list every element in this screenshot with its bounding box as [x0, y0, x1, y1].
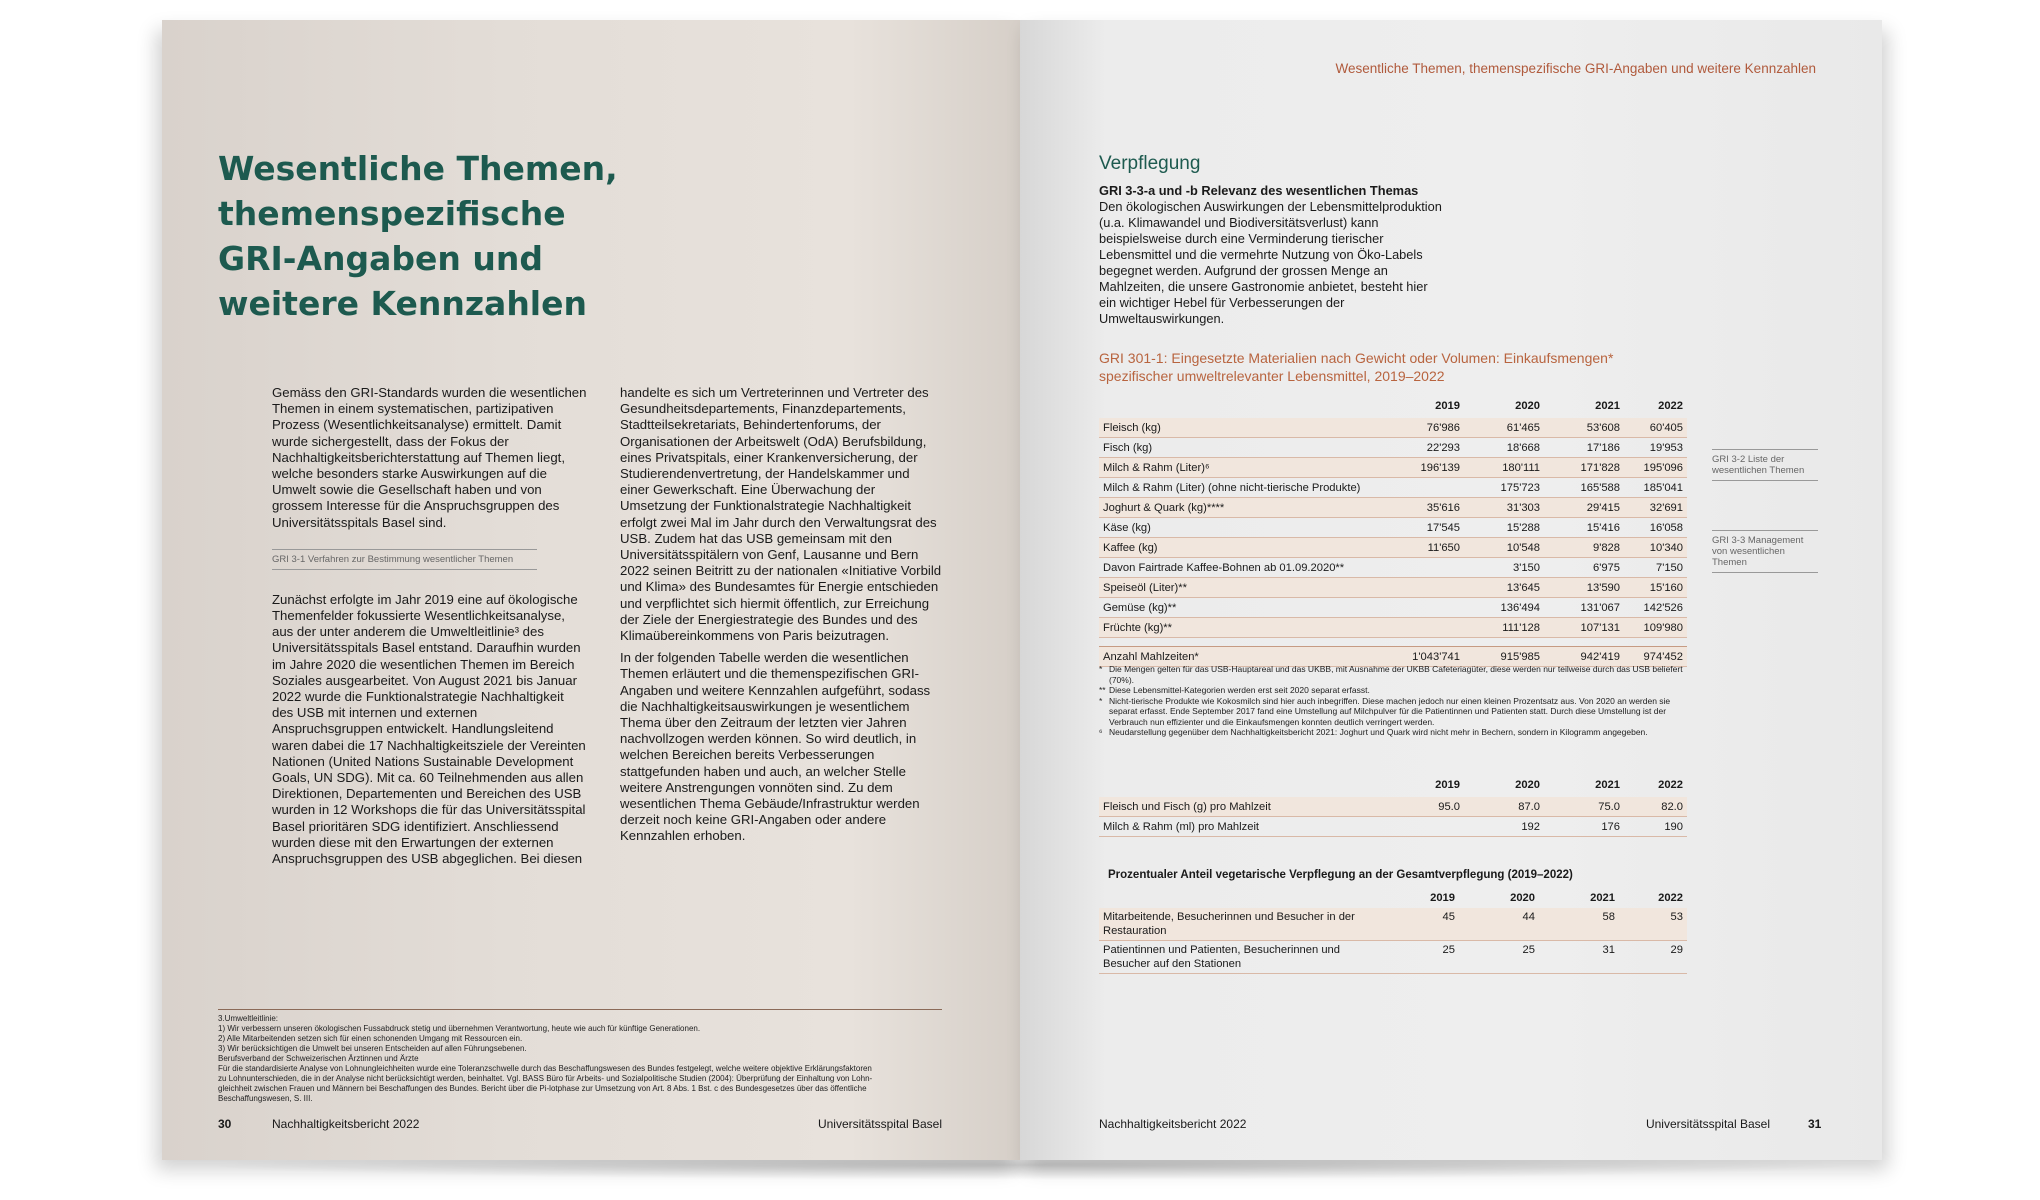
table-footnote: ⁶ Neudarstellung gegenüber dem Nachhaltigkeitsbericht 2021: Joghurt und Quark wird nicht mehr in Bechern, sondern in Kilogramm angegeben. — [1099, 727, 1648, 737]
row-label: Kaffee (kg) — [1099, 538, 1389, 558]
row-label: Davon Fairtrade Kaffee-Bohnen ab 01.09.2020** — [1099, 558, 1389, 578]
page-title: Wesentliche Themen, themenspezifische GRI-Angaben und weitere Kennzahlen — [218, 149, 618, 323]
cell-value: 29'415 — [1544, 498, 1624, 518]
year-header: 2022 — [1658, 892, 1683, 904]
year-header: 2019 — [1435, 779, 1460, 791]
row-label: Käse (kg) — [1099, 518, 1389, 538]
cell-value: 75.0 — [1544, 797, 1624, 817]
report-name: Nachhaltigkeitsbericht 2022 — [1099, 1117, 1247, 1131]
cell-value: 35'616 — [1389, 498, 1464, 518]
footnote-line: 3) Wir berücksichtigen die Umwelt bei unseren Entscheiden auf allen Führungsebenen. — [218, 1044, 527, 1053]
cell-value — [1389, 618, 1464, 638]
year-header: 2021 — [1595, 779, 1620, 791]
per-meal-table — [1099, 777, 1687, 837]
running-head: Wesentliche Themen, themenspezifische GRI-Angaben und weitere Kennzahlen — [1335, 61, 1816, 76]
footnote-line: gleichheit zwischen Frauen und Männern bei Beschaffungen des Bundes. Bericht über die Pi-lotphase zur Umsetzung von Art. 8 Abs. 1 Bst. c des Bundesgesetzes über das öffentliche — [218, 1084, 867, 1093]
table-row — [1099, 598, 1687, 618]
cell-value: 131'067 — [1544, 598, 1624, 618]
cell-value: 180'111 — [1464, 458, 1544, 478]
cell-value: 82.0 — [1624, 797, 1687, 817]
header-blank — [1099, 777, 1389, 797]
cell-value: 17'545 — [1389, 518, 1464, 538]
gri-side-note: GRI 3-2 Liste der wesentlichen Themen — [1712, 449, 1818, 481]
table-row — [1099, 538, 1687, 558]
footnote-rule — [218, 1009, 942, 1010]
intro-text: Den ökologischen Auswirkungen der Lebensmittelproduktion (u.a. Klimawandel und Biodiversitätsverlust) kann beispielsweise durch eine Verminderung tierischer Lebensmittel und die vermehrte Nutzung von Öko-Labels begegnet werden. Aufgrund der grossen Menge an Mahlzeiten, die unsere Gastronomie anbietet, besteht hier ein wichtiger Hebel für Verbesserungen der Umweltauswirkungen. — [1099, 199, 1442, 326]
table-row — [1099, 518, 1687, 538]
cell-value: 44 — [1459, 908, 1539, 941]
row-label: Früchte (kg)** — [1099, 618, 1389, 638]
intro-heading: GRI 3-3-a und -b Relevanz des wesentlichen Themas — [1099, 183, 1419, 198]
table-separator — [1099, 638, 1687, 647]
cell-value: 165'588 — [1544, 478, 1624, 498]
footnotes — [218, 1014, 942, 1104]
row-label: Mitarbeitende, Besucherinnen und Besucher in der Restauration — [1099, 908, 1384, 941]
table-footnote: ** Diese Lebensmittel-Kategorien werden erst seit 2020 separat erfasst. — [1099, 685, 1370, 695]
footnote-line: Für die standardisierte Analyse von Lohnungleichheiten wurde eine Toleranzschwelle durch das Beschaffungswesen des Bundes festgelegt, welche weitere objektive Erklärungsfaktoren — [218, 1064, 872, 1073]
cell-value: 61'465 — [1464, 418, 1544, 438]
cell-value: 53 — [1619, 908, 1687, 941]
paragraph: handelte es sich um Vertreterinnen und Vertreter des Gesundheitsdepartements, Finanzdepartements, Stadtteilsekretariats, Behindertenforums, der Organisationen der Arbeitswelt (OdA) Berufsbildung, eines Privatspitals, einer Krankenversicherung, der Studierendenvertretung, der Handelskammer und einer Gewerkschaft. Eine Überwachung der Umsetzung der Funktionalstrategie Nachhaltigkeit erfolgt zwei Mal im Jahr durch den Verwaltungsrat des USB. Zudem hat das USB gemeinsam mit den Universitätsspitälern von Genf, Lausanne und Bern 2022 seinen Beitritt zu der nationalen «Initiative Vorbild und Klima» des Bundesamtes für Energie entschieden und verpflichtet sich hiermit öffentlich, zur Erreichung der Ziele der Energiestrategie des Bundes und des Klimaübereinkommens von Paris beizutragen. — [620, 385, 942, 644]
cell-value: 111'128 — [1464, 618, 1544, 638]
year-header: 2020 — [1510, 892, 1535, 904]
report-name: Nachhaltigkeitsbericht 2022 — [272, 1117, 420, 1131]
cell-value: 53'608 — [1544, 418, 1624, 438]
cell-value: 15'416 — [1544, 518, 1624, 538]
gri-side-note: GRI 3-3 Management von wesentlichen Themen — [1712, 530, 1818, 573]
cell-value: 15'160 — [1624, 578, 1687, 598]
footnote-line: 2) Alle Mitarbeitenden setzen sich für einen schonenden Umgang mit Ressourcen ein. — [218, 1034, 523, 1043]
cell-value: 109'980 — [1624, 618, 1687, 638]
right-page — [1020, 20, 1882, 1160]
paragraph: Gemäss den GRI-Standards wurden die wesentlichen Themen in einem systematischen, partizipativen Prozess (Wesentlichkeitsanalyse) ermittelt. Damit wurde sichergestellt, dass der Fokus der Nachhaltigkeitsberichterstattung auf Themen liegt, welche besonders starke Auswirkungen auf die Umwelt sowie die Gesellschaft haben und von grossem Interesse für die Anspruchsgruppen des Universitätsspitals Basel sind. — [272, 385, 587, 530]
cell-value: 9'828 — [1544, 538, 1624, 558]
header-blank — [1099, 398, 1389, 418]
row-label: Milch & Rahm (Liter) (ohne nicht-tierische Produkte) — [1099, 478, 1389, 498]
table-row — [1099, 578, 1687, 598]
row-label: Milch & Rahm (ml) pro Mahlzeit — [1099, 817, 1389, 837]
footnote-line: Berufsverband der Schweizerischen Ärztinnen und Ärzte — [218, 1054, 419, 1063]
row-label: Gemüse (kg)** — [1099, 598, 1389, 618]
header-blank — [1099, 892, 1384, 908]
cell-value: 1'043'741 — [1389, 647, 1464, 667]
row-label: Anzahl Mahlzeiten* — [1099, 647, 1389, 667]
veg-table-title: Prozentualer Anteil vegetarische Verpflegung an der Gesamtverpflegung (2019–2022) — [1108, 869, 1573, 881]
cell-value: 915'985 — [1464, 647, 1544, 667]
table-row — [1099, 618, 1687, 638]
cell-value: 196'139 — [1389, 458, 1464, 478]
year-header: 2020 — [1515, 400, 1540, 412]
year-header: 2019 — [1435, 400, 1460, 412]
row-label: Fleisch (kg) — [1099, 418, 1389, 438]
cell-value: 6'975 — [1544, 558, 1624, 578]
table-footnotes — [1099, 664, 1684, 738]
cell-value: 15'288 — [1464, 518, 1544, 538]
cell-value: 45 — [1384, 908, 1459, 941]
year-header: 2020 — [1515, 779, 1540, 791]
row-label: Fleisch und Fisch (g) pro Mahlzeit — [1099, 797, 1389, 817]
table-row — [1099, 558, 1687, 578]
paragraph: In der folgenden Tabelle werden die wesentlichen Themen erläutert und die themenspezifischen GRI-Angaben und weitere Kennzahlen aufgeführt, sodass die Nachhaltigkeitsauswirkungen je wesentlichem Thema über den Zeitraum der letzten vier Jahren nachvollzogen werden können. So wird deutlich, in welchen Bereichen bereits Verbesserungen stattgefunden haben und auch, an welcher Stelle weitere Anstrengungen vonnöten sind. Zu dem wesentlichen Thema Gebäude/Infrastruktur werden derzeit noch keine GRI-Angaben oder andere Kennzahlen erhoben. — [620, 650, 931, 844]
cell-value: 18'668 — [1464, 438, 1544, 458]
cell-value: 76'986 — [1389, 418, 1464, 438]
table-row — [1099, 478, 1687, 498]
materials-table — [1099, 398, 1687, 667]
cell-value: 29 — [1619, 941, 1687, 974]
section-title: Verpflegung — [1099, 153, 1201, 174]
cell-value: 13'590 — [1544, 578, 1624, 598]
gri-note: GRI 3-1 Verfahren zur Bestimmung wesentlicher Themen — [272, 549, 537, 570]
table-row — [1099, 438, 1687, 458]
cell-value: 171'828 — [1544, 458, 1624, 478]
cell-value: 31 — [1539, 941, 1619, 974]
cell-value — [1389, 598, 1464, 618]
left-page — [162, 20, 1020, 1160]
cell-value: 7'150 — [1624, 558, 1687, 578]
year-header: 2019 — [1430, 892, 1455, 904]
cell-value: 3'150 — [1464, 558, 1544, 578]
cell-value: 31'303 — [1464, 498, 1544, 518]
cell-value: 942'419 — [1544, 647, 1624, 667]
cell-value: 17'186 — [1544, 438, 1624, 458]
cell-value: 192 — [1464, 817, 1544, 837]
page-number: 30 — [218, 1117, 232, 1131]
cell-value: 10'340 — [1624, 538, 1687, 558]
row-label: Patientinnen und Patienten, Besucherinnen und Besucher auf den Stationen — [1099, 941, 1384, 974]
cell-value: 13'645 — [1464, 578, 1544, 598]
footnote-line: 3.Umweltleitlinie: — [218, 1014, 279, 1023]
cell-value: 185'041 — [1624, 478, 1687, 498]
cell-value: 974'452 — [1624, 647, 1687, 667]
cell-value: 136'494 — [1464, 598, 1544, 618]
left-column-1 — [272, 385, 588, 873]
table-row — [1099, 797, 1687, 817]
table-title: GRI 301-1: Eingesetzte Materialien nach Gewicht oder Volumen: Einkaufsmengen* spezifischer umweltrelevanter Lebensmittel, 2019–2022 — [1099, 350, 1614, 384]
cell-value: 19'953 — [1624, 438, 1687, 458]
footnote-line: Beschaffungswesen, S. III. — [218, 1094, 313, 1103]
cell-value: 175'723 — [1464, 478, 1544, 498]
table-footnote: * Die Mengen gelten für das USB-Hauptareal und das UKBB, mit Ausnahme der UKBB Cafeteriagüter, diese werden nur teilweise durch das USB beliefert (70%). — [1099, 664, 1683, 685]
year-header: 2022 — [1658, 400, 1683, 412]
table-footnote: * Nicht-tierische Produkte wie Kokosmilch sind hier auch inbegriffen. Diese machen jedoch nur einen kleinen Prozentsatz aus. Von 2020 an werden sie separat erfasst. Ende September 2017 fand eine Umstellung auf Milchpulver für die Patientinnen und Patienten statt. Durch diese Umstellung ist der Verbrauch nun effizienter und die Einkaufsmengen konnten deutlich verringert werden. — [1099, 695, 1671, 727]
cell-value: 142'526 — [1624, 598, 1687, 618]
cell-value: 60'405 — [1624, 418, 1687, 438]
cell-value: 190 — [1624, 817, 1687, 837]
cell-value: 25 — [1384, 941, 1459, 974]
cell-value — [1389, 817, 1464, 837]
table-row — [1099, 498, 1687, 518]
cell-value: 95.0 — [1389, 797, 1464, 817]
cell-value: 195'096 — [1624, 458, 1687, 478]
cell-value: 22'293 — [1389, 438, 1464, 458]
year-header: 2022 — [1658, 779, 1683, 791]
cell-value: 58 — [1539, 908, 1619, 941]
institution-name: Universitätsspital Basel — [1645, 1117, 1770, 1131]
intro-block — [1099, 183, 1447, 327]
cell-value: 176 — [1544, 817, 1624, 837]
veg-table — [1099, 892, 1687, 974]
table-row — [1099, 458, 1687, 478]
cell-value: 16'058 — [1624, 518, 1687, 538]
table-row — [1099, 817, 1687, 837]
cell-value: 11'650 — [1389, 538, 1464, 558]
table-row — [1099, 418, 1687, 438]
cell-value — [1389, 558, 1464, 578]
row-label: Joghurt & Quark (kg)**** — [1099, 498, 1389, 518]
paragraph: Zunächst erfolgte im Jahr 2019 eine auf ökologische Themenfelder fokussierte Wesentlichkeitsanalyse, aus der unter anderem die Umweltleitlinie³ des Universitätsspitals Basel entstand. Daraufhin wurden im Jahre 2020 die wesentlichen Themen im Bereich Soziales ausgearbeitet. Von August 2021 bis Januar 2022 wurde die Funktionalstrategie Nachhaltigkeit des USB mit internen und externen Anspruchsgruppen entwickelt. Handlungsleitend waren dabei die 17 Nachhaltigkeitsziele der Vereinten Nationen (United Nations Sustainable Development Goals, UN SDG). Mit ca. 60 Teilnehmenden aus allen Direktionen, Departementen und Bereichen des USB wurden in 12 Workshops die für das Universitätsspital Basel prioritären SDG identifiziert. Anschliessend wurden diese mit den Erwartungen der externen Anspruchsgruppen des USB abgeglichen. Bei diesen — [272, 591, 586, 867]
institution-name: Universitätsspital Basel — [817, 1117, 942, 1131]
footnote-line: zu Lohnunterschieden, die in der Analyse nicht berücksichtigt werden, beinhaltet. Vgl. BASS Büro für Arbeits- und Sozialpolitische Studien (2004): Überprüfung der Einhaltung von Lohn- — [218, 1074, 873, 1083]
table-row — [1099, 908, 1687, 941]
cell-value — [1389, 578, 1464, 598]
table-row — [1099, 941, 1687, 974]
row-label: Milch & Rahm (Liter)⁶ — [1099, 458, 1389, 478]
row-label: Fisch (kg) — [1099, 438, 1389, 458]
cell-value: 32'691 — [1624, 498, 1687, 518]
page-number: 31 — [1808, 1117, 1822, 1131]
cell-value: 87.0 — [1464, 797, 1544, 817]
year-header: 2021 — [1595, 400, 1620, 412]
cell-value: 107'131 — [1544, 618, 1624, 638]
left-column-2 — [620, 385, 942, 851]
row-label: Speiseöl (Liter)** — [1099, 578, 1389, 598]
year-header: 2021 — [1590, 892, 1615, 904]
cell-value: 10'548 — [1464, 538, 1544, 558]
footnote-line: 1) Wir verbessern unseren ökologischen Fussabdruck stetig und übernehmen Verantwortung, heute wie auch für künftige Generationen. — [218, 1024, 701, 1033]
cell-value: 25 — [1459, 941, 1539, 974]
cell-value — [1389, 478, 1464, 498]
